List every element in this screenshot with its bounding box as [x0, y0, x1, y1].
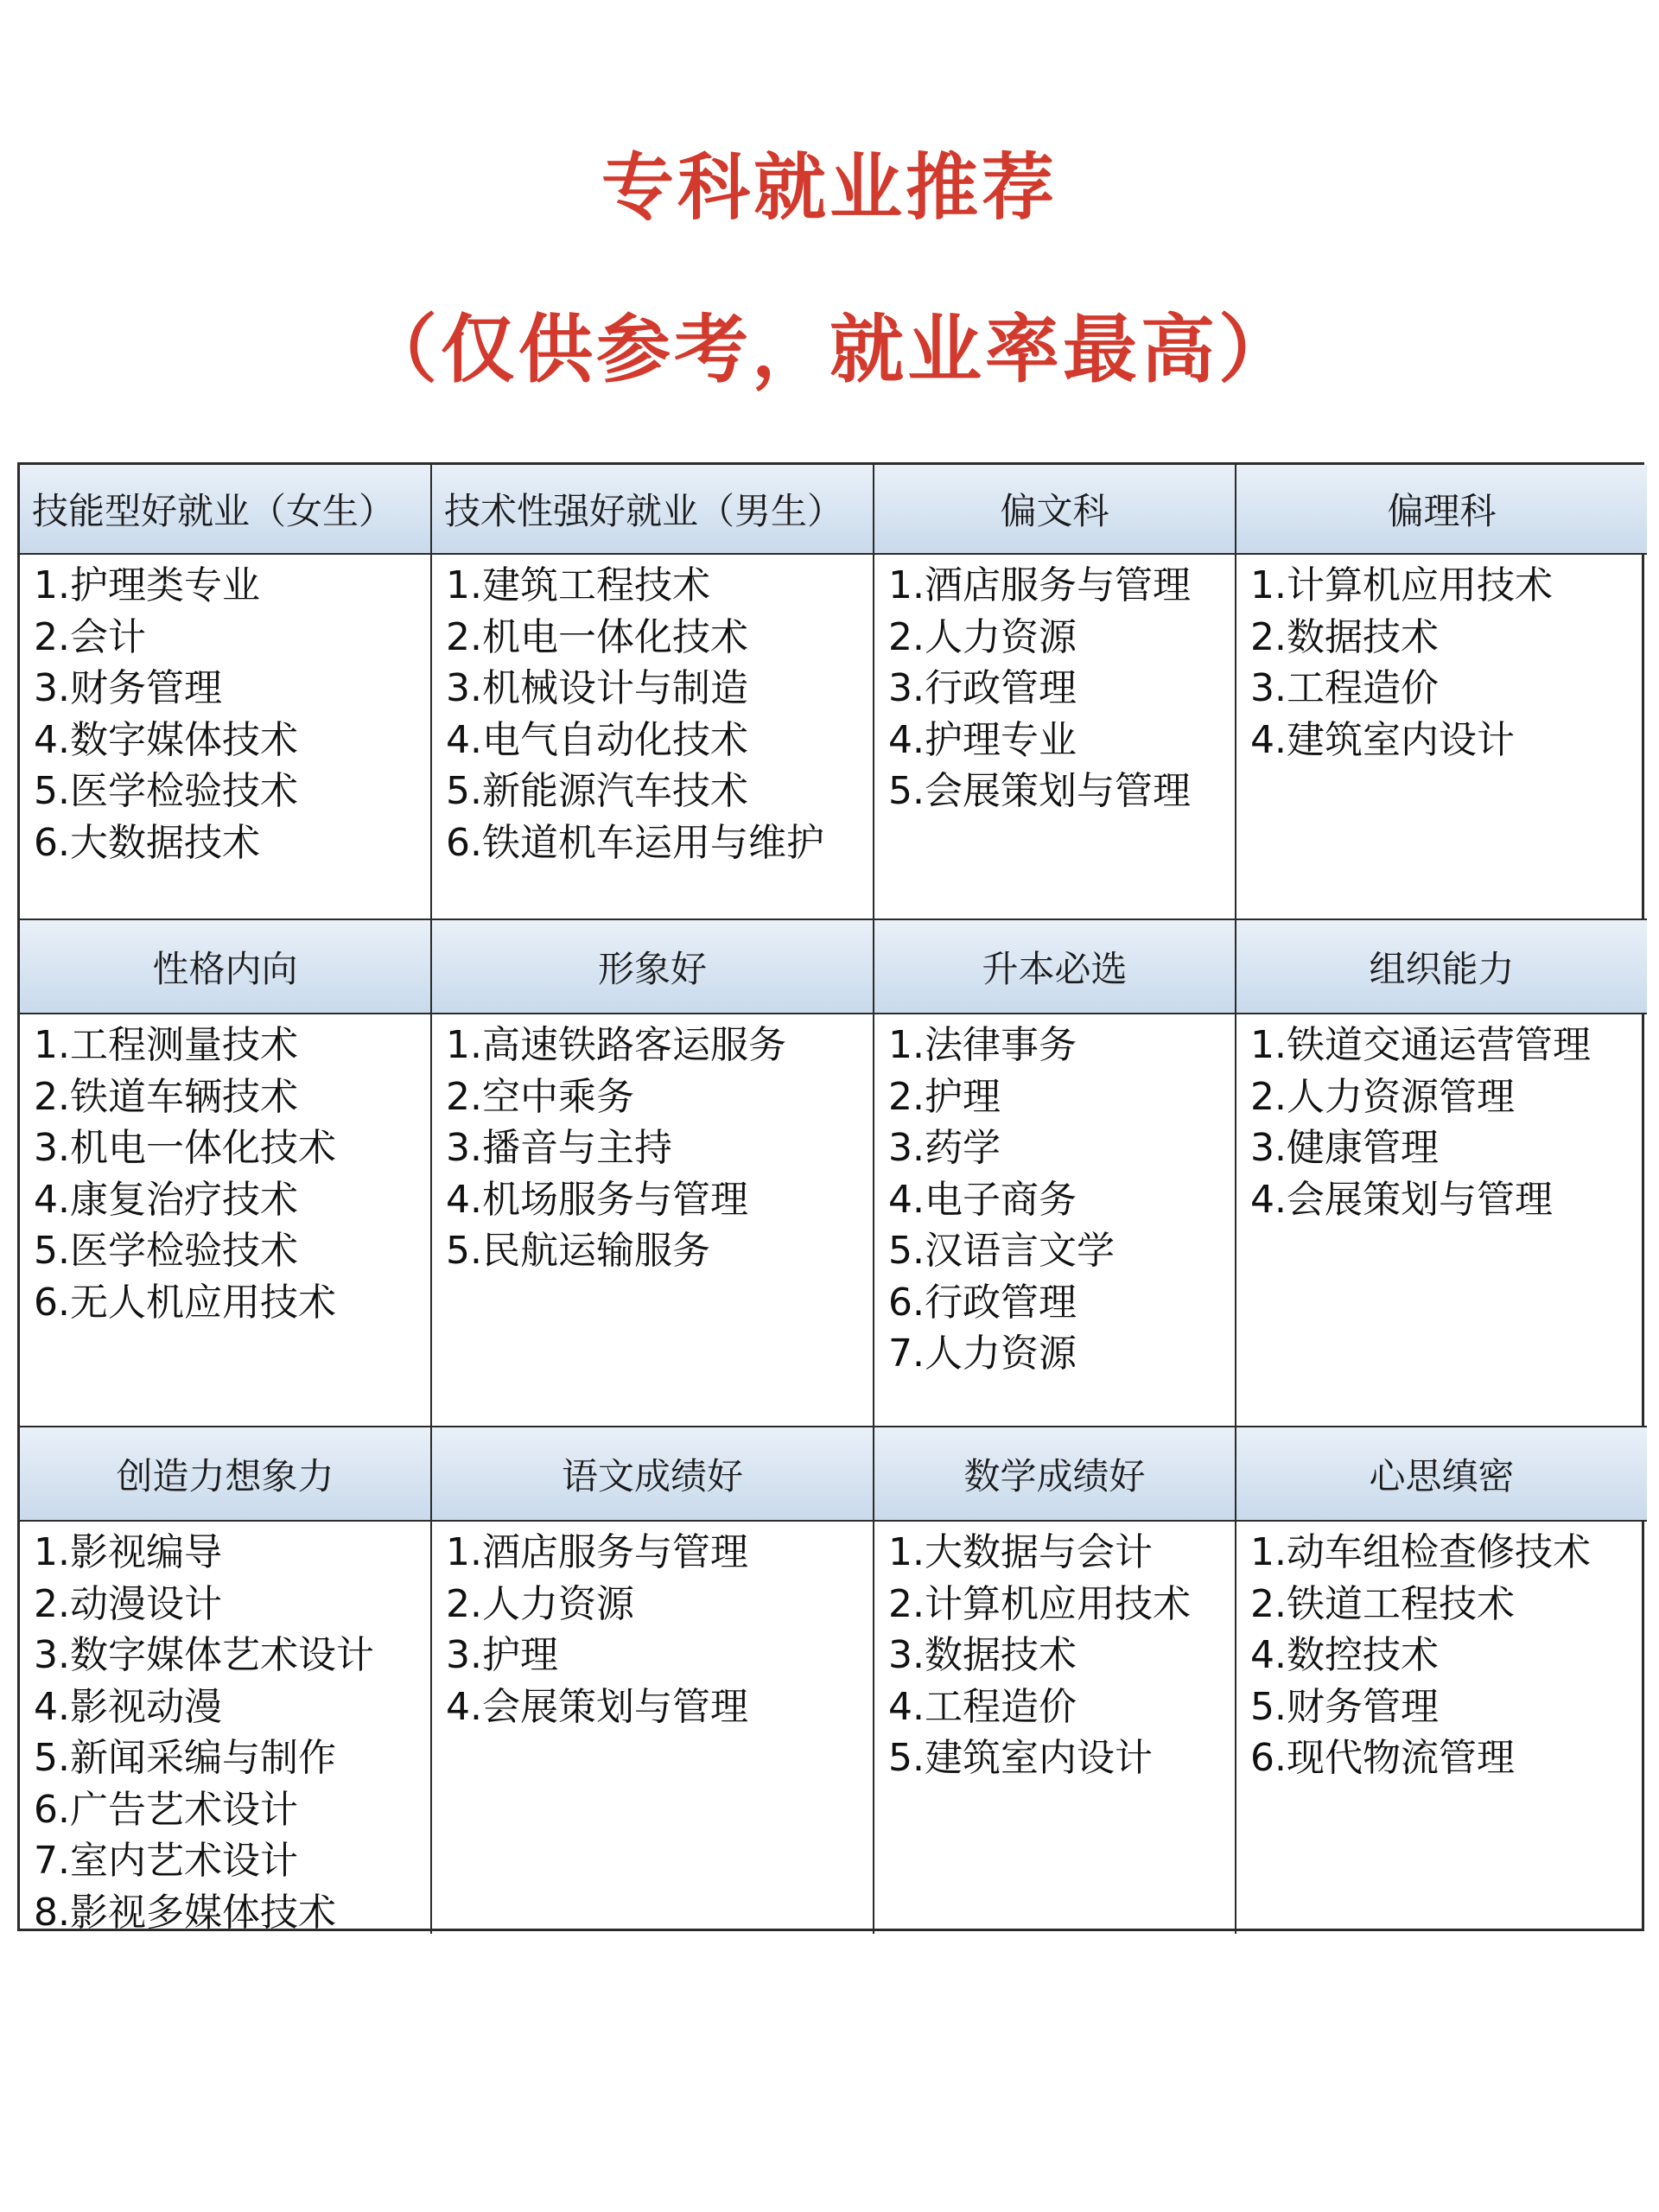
list-item: 5.建筑室内设计 [888, 1736, 1153, 1780]
category-list [874, 1014, 1236, 1427]
list-item: 4.机场服务与管理 [446, 1177, 748, 1222]
list-item: 2.计算机应用技术 [888, 1581, 1191, 1626]
list-item: 2.动漫设计 [34, 1581, 222, 1626]
list-item: 5.民航运输服务 [446, 1229, 710, 1273]
list-item: 7.人力资源 [888, 1332, 1077, 1376]
category-header: 技能型好就业（女生） [20, 465, 432, 555]
list-item: 2.铁道工程技术 [1250, 1581, 1515, 1626]
category-header: 组织能力 [1236, 920, 1647, 1014]
list-item: 1.法律事务 [888, 1023, 1077, 1067]
list-item: 6.无人机应用技术 [34, 1280, 336, 1325]
list-item: 2.人力资源 [446, 1581, 634, 1626]
category-header: 心思缜密 [1236, 1427, 1647, 1522]
category-list [432, 1522, 874, 1934]
list-item: 5.新闻采编与制作 [34, 1736, 336, 1780]
list-item: 4.会展策划与管理 [1250, 1177, 1553, 1222]
category-header: 技术性强好就业（男生） [432, 465, 874, 555]
list-item: 4.工程造价 [888, 1684, 1077, 1729]
list-item: 2.会计 [34, 614, 146, 659]
list-item: 2.机电一体化技术 [446, 614, 748, 659]
category-header: 升本必选 [874, 920, 1236, 1014]
category-list [20, 1522, 432, 1934]
category-list [874, 555, 1236, 920]
category-list [1236, 1014, 1647, 1427]
list-item: 4.会展策划与管理 [446, 1684, 748, 1729]
list-item: 1.工程测量技术 [34, 1023, 298, 1067]
list-item: 1.酒店服务与管理 [888, 563, 1191, 607]
category-list [874, 1522, 1236, 1934]
list-item: 2.空中乘务 [446, 1074, 634, 1119]
category-list [20, 1014, 432, 1427]
category-header: 形象好 [432, 920, 874, 1014]
category-header: 语文成绩好 [432, 1427, 874, 1522]
category-list [1236, 1522, 1647, 1934]
category-header: 性格内向 [20, 920, 432, 1014]
list-item: 3.数字媒体艺术设计 [34, 1633, 374, 1677]
category-list [20, 555, 432, 920]
page-title: 专科就业推荐 [601, 145, 1058, 230]
list-item: 4.建筑室内设计 [1250, 717, 1515, 762]
list-item: 4.数控技术 [1250, 1633, 1439, 1677]
list-item: 8.影视多媒体技术 [34, 1890, 336, 1935]
list-item: 3.机械设计与制造 [446, 666, 748, 710]
page-subtitle: （仅供参考，就业率最高） [363, 307, 1296, 393]
list-item: 1.护理类专业 [34, 563, 260, 607]
category-list [1236, 555, 1647, 920]
list-item: 5.新能源汽车技术 [446, 769, 748, 813]
list-item: 4.电子商务 [888, 1177, 1077, 1222]
list-item: 1.酒店服务与管理 [446, 1530, 748, 1574]
list-item: 3.药学 [888, 1126, 1001, 1170]
list-item: 7.室内艺术设计 [34, 1839, 298, 1883]
list-item: 6.铁道机车运用与维护 [446, 820, 824, 865]
category-header: 偏理科 [1236, 465, 1647, 555]
list-item: 1.建筑工程技术 [446, 563, 710, 607]
list-item: 4.数字媒体技术 [34, 717, 298, 762]
category-header: 偏文科 [874, 465, 1236, 555]
list-item: 3.工程造价 [1250, 666, 1439, 710]
list-item: 6.广告艺术设计 [34, 1787, 298, 1832]
list-item: 4.护理专业 [888, 717, 1077, 762]
list-item: 4.影视动漫 [34, 1684, 222, 1729]
list-item: 1.大数据与会计 [888, 1530, 1153, 1574]
list-item: 2.人力资源 [888, 614, 1077, 659]
list-item: 6.大数据技术 [34, 820, 260, 865]
list-item: 2.铁道车辆技术 [34, 1074, 298, 1119]
list-item: 6.现代物流管理 [1250, 1736, 1515, 1780]
category-header: 数学成绩好 [874, 1427, 1236, 1522]
list-item: 1.高速铁路客运服务 [446, 1023, 786, 1067]
list-item: 2.护理 [888, 1074, 1001, 1119]
list-item: 3.财务管理 [34, 666, 222, 710]
category-list [432, 555, 874, 920]
list-item: 3.健康管理 [1250, 1126, 1439, 1170]
list-item: 3.行政管理 [888, 666, 1077, 710]
list-item: 3.数据技术 [888, 1633, 1077, 1677]
list-item: 5.医学检验技术 [34, 1229, 298, 1273]
recommendation-table [17, 462, 1644, 1935]
list-item: 1.铁道交通运营管理 [1250, 1023, 1591, 1067]
list-item: 3.机电一体化技术 [34, 1126, 336, 1170]
list-item: 3.播音与主持 [446, 1126, 672, 1170]
list-item: 5.会展策划与管理 [888, 769, 1191, 813]
category-header: 创造力想象力 [20, 1427, 432, 1522]
list-item: 2.人力资源管理 [1250, 1074, 1515, 1119]
list-item: 5.医学检验技术 [34, 769, 298, 813]
list-item: 5.汉语言文学 [888, 1229, 1115, 1273]
list-item: 5.财务管理 [1250, 1684, 1439, 1729]
list-item: 1.计算机应用技术 [1250, 563, 1553, 607]
list-item: 2.数据技术 [1250, 614, 1439, 659]
category-list [432, 1014, 874, 1427]
list-item: 1.影视编导 [34, 1530, 222, 1574]
list-item: 6.行政管理 [888, 1280, 1077, 1325]
list-item: 3.护理 [446, 1633, 558, 1677]
list-item: 4.电气自动化技术 [446, 717, 748, 762]
list-item: 4.康复治疗技术 [34, 1177, 298, 1222]
list-item: 1.动车组检查修技术 [1250, 1530, 1591, 1574]
